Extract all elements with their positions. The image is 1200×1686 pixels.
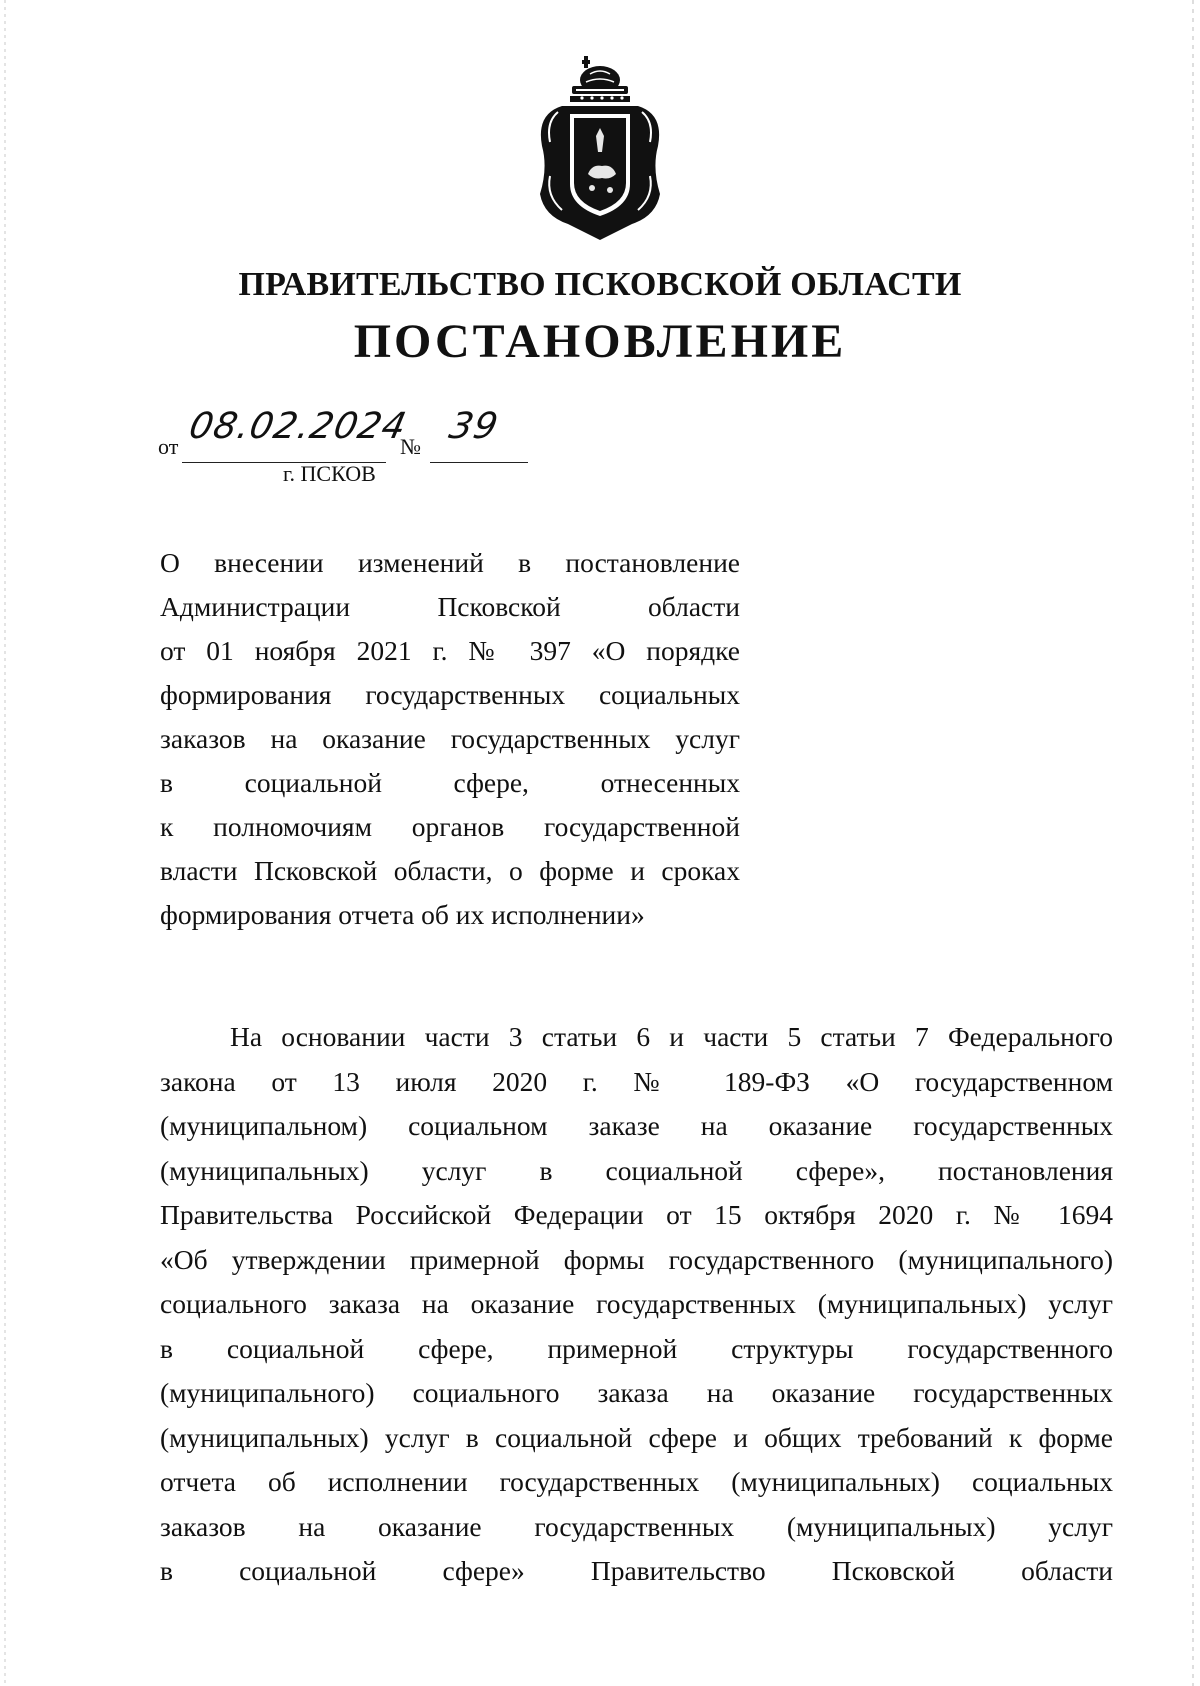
body-line: (муниципальном) социальном заказе на оказание государственных — [160, 1110, 1113, 1141]
subject-block — [160, 541, 740, 937]
body-line: Правительства Российской Федерации от 15 октября 2020 г. № 1694 — [160, 1199, 1113, 1230]
preamble-paragraph — [160, 1015, 1113, 1594]
body-line: закона от 13 июля 2020 г. № 189-ФЗ «О государственном — [160, 1065, 1113, 1097]
subject-line: в социальной сфере, отнесенных — [160, 767, 740, 798]
scan-edge-left — [4, 0, 6, 1686]
body-line: (муниципальных) услуг в социальной сфере и общих требований к форме — [160, 1421, 1113, 1453]
scan-edge-right — [1192, 0, 1194, 1686]
number-value-handwritten: 39 — [445, 406, 503, 447]
body-line: заказов на оказание государственных (муниципальных) услуг — [160, 1510, 1113, 1542]
subject-line: Администрации Псковской области — [160, 591, 740, 622]
body-line: (муниципальных) услуг в социальной сфере», постановления — [160, 1154, 1113, 1186]
subject-line: к полномочиям органов государственной — [160, 811, 740, 842]
body-line: в социальной сфере, примерной структуры государственного — [160, 1332, 1113, 1364]
document-type-title: ПОСТАНОВЛЕНИЕ — [353, 315, 847, 368]
subject-line: формирования отчета об их исполнении» — [160, 899, 645, 930]
date-prefix: от — [158, 434, 179, 459]
body-line: отчета об исполнении государственных (муниципальных) социальных — [160, 1466, 1113, 1497]
number-prefix: № — [400, 434, 421, 459]
date-value-handwritten: 08.02.2024 — [185, 406, 411, 447]
subject-line: заказов на оказание государственных услуг — [160, 723, 740, 754]
subject-line: власти Псковской области, о форме и сроках — [160, 855, 740, 886]
number-underline — [430, 462, 528, 463]
body-line: (муниципального) социального заказа на оказание государственных — [160, 1377, 1113, 1408]
body-line: «Об утверждении примерной формы государственного (муниципального) — [160, 1243, 1113, 1275]
subject-line: О внесении изменений в постановление — [160, 547, 740, 578]
body-line: На основании части 3 статьи 6 и части 5 статьи 7 Федерального — [230, 1021, 1113, 1052]
city-label: г. ПСКОВ — [283, 461, 376, 486]
government-title: ПРАВИТЕЛЬСТВО ПСКОВСКОЙ ОБЛАСТИ — [238, 266, 962, 303]
subject-line: формирования государственных социальных — [160, 679, 740, 710]
subject-line: от 01 ноября 2021 г. № 397 «О порядке — [160, 635, 740, 666]
body-line: в социальной сфере» Правительство Псковской области — [160, 1555, 1113, 1586]
coat-of-arms-emblem — [532, 56, 668, 240]
body-line: социального заказа на оказание государственных (муниципальных) услуг — [160, 1288, 1113, 1319]
